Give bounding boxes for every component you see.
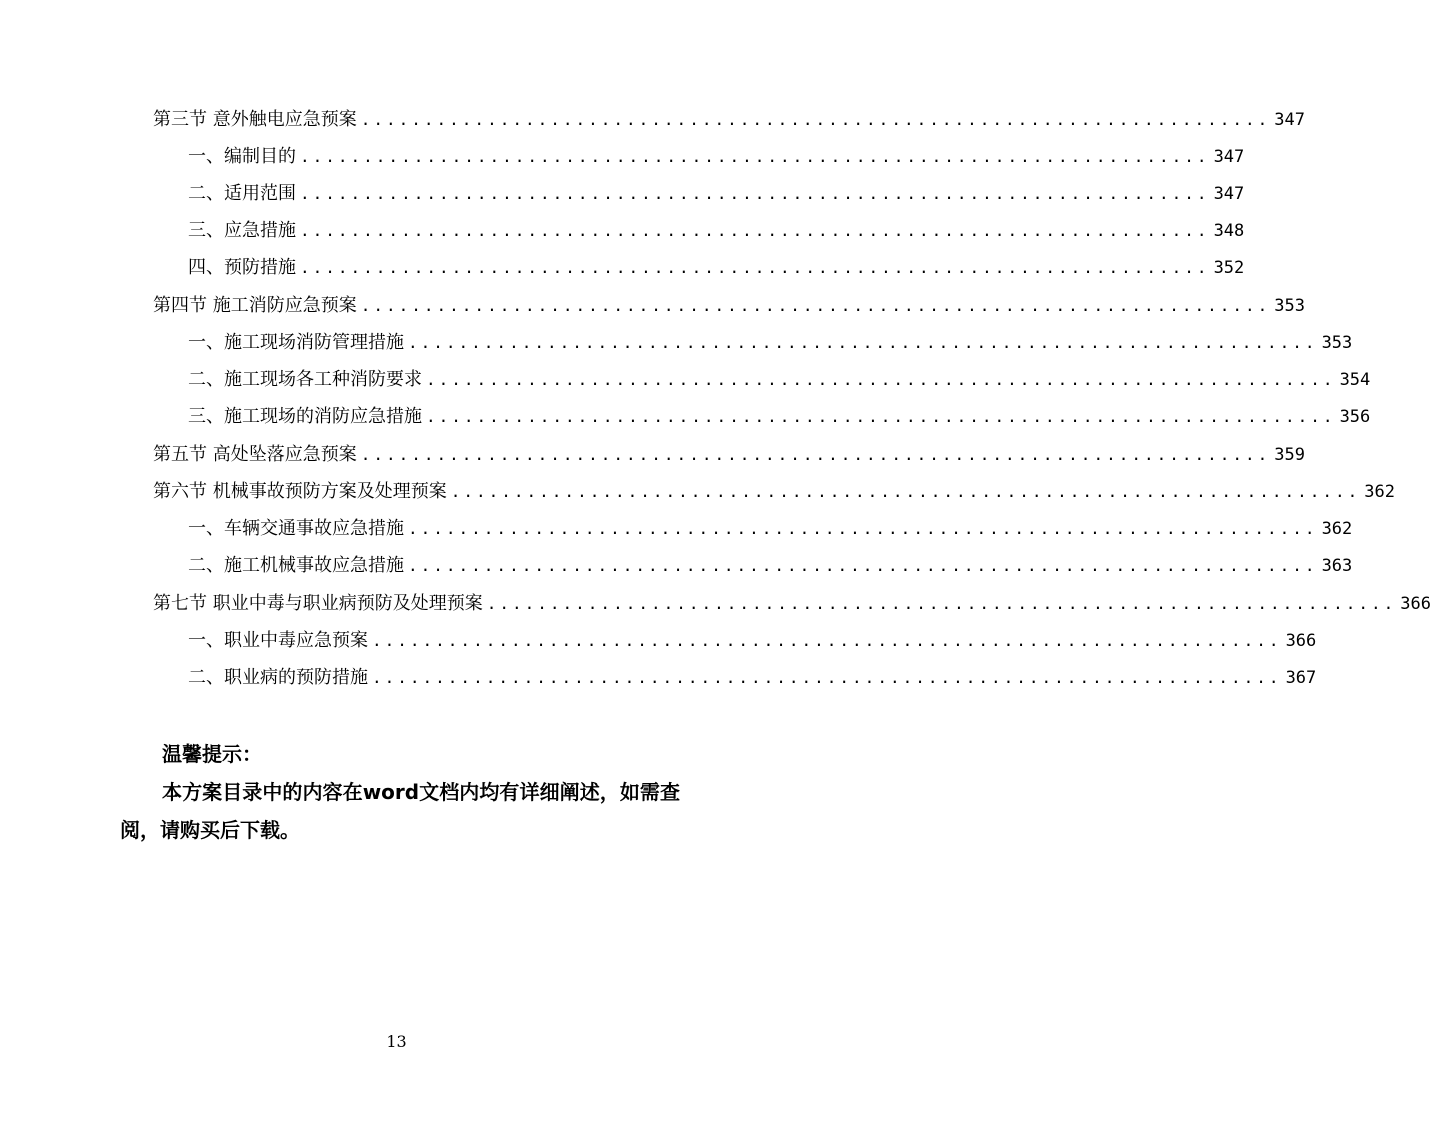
toc-entry[interactable] [188,551,1353,581]
toc-entry[interactable] [153,477,1396,507]
toc-entry-page: 353 [1321,333,1353,353]
toc-dot-leader: ........................................................................ [408,519,1318,538]
toc-entry[interactable] [188,216,1245,246]
toc-entry[interactable] [188,142,1245,172]
toc-entry-label: 第四节 施工消防应急预案 [153,295,357,316]
toc-dot-leader: ........................................................................ [450,482,1361,501]
toc-dot-leader: ........................................................................ [408,333,1318,352]
notice-box [120,735,680,849]
toc-entry-label: 二、适用范围 [188,183,296,204]
toc-dot-leader: ........................................................................ [408,556,1318,575]
toc-entry-label: 一、编制目的 [188,146,296,167]
toc-dot-leader: ........................................................................ [372,668,1282,687]
toc-entry[interactable] [188,328,1353,358]
toc-dot-leader: ........................................................................ [300,221,1210,240]
toc-entry-page: 362 [1321,519,1353,539]
toc-entry-label: 一、职业中毒应急预案 [188,630,368,651]
toc-entry-label: 三、施工现场的消防应急措施 [188,406,422,427]
toc-entry[interactable] [188,402,1371,432]
toc-entry-page: 354 [1339,370,1371,390]
toc-entry-page: 356 [1339,407,1371,427]
toc-dot-leader: ........................................................................ [360,110,1271,129]
toc-entry-page: 347 [1213,184,1245,204]
toc-entry[interactable] [188,179,1245,209]
toc-dot-leader: ........................................................................ [360,445,1271,464]
toc-dot-leader: ........................................................................ [300,258,1210,277]
toc-entry-page: 352 [1213,258,1245,278]
toc-entry-page: 347 [1213,147,1245,167]
toc-dot-leader: ........................................................................ [360,296,1271,315]
toc-entry[interactable] [153,440,1306,470]
page-number: 13 [386,1032,407,1051]
toc-entry-label: 第七节 职业中毒与职业病预防及处理预案 [153,593,483,614]
toc-entry[interactable] [188,253,1245,283]
toc-entry-label: 第六节 机械事故预防方案及处理预案 [153,481,447,502]
toc-entry[interactable] [188,663,1317,693]
toc-entry-label: 二、施工现场各工种消防要求 [188,369,422,390]
toc-entry-page: 366 [1285,631,1317,651]
toc-entry-page: 359 [1274,445,1306,465]
toc-entry[interactable] [188,514,1353,544]
toc-entry-page: 367 [1285,668,1317,688]
toc-entry[interactable] [188,365,1371,395]
toc-entry-label: 一、车辆交通事故应急措施 [188,518,404,539]
toc-dot-leader: ........................................................................ [300,147,1210,166]
toc-entry-page: 347 [1274,110,1306,130]
toc-entry-label: 三、应急措施 [188,220,296,241]
toc-entry[interactable] [153,105,1306,135]
notice-title: 温馨提示： [162,742,262,766]
toc-entry[interactable] [153,589,1431,619]
toc-dot-leader: ........................................................................ [486,594,1397,613]
toc-dot-leader: ........................................................................ [300,184,1210,203]
toc-entry-page: 348 [1213,221,1245,241]
toc-dot-leader: ........................................................................ [426,407,1336,426]
toc-entry-label: 第三节 意外触电应急预案 [153,109,357,130]
toc-entry[interactable] [188,626,1317,656]
toc-entry-label: 第五节 高处坠落应急预案 [153,444,357,465]
notice-body: 本方案目录中的内容在word文档内均有详细阐述，如需查阅，请购买后下载。 [120,780,680,842]
toc-entry-label: 一、施工现场消防管理措施 [188,332,404,353]
toc-dot-leader: ........................................................................ [372,631,1282,650]
toc-entry[interactable] [153,291,1306,321]
toc-dot-leader: ........................................................................ [426,370,1336,389]
toc-entry-label: 二、施工机械事故应急措施 [188,555,404,576]
toc-entry-page: 353 [1274,296,1306,316]
toc-entry-page: 366 [1400,594,1431,614]
toc-entry-page: 363 [1321,556,1353,576]
toc-entry-label: 四、预防措施 [188,257,296,278]
toc-entry-page: 362 [1364,482,1396,502]
toc-entry-label: 二、职业病的预防措施 [188,667,368,688]
